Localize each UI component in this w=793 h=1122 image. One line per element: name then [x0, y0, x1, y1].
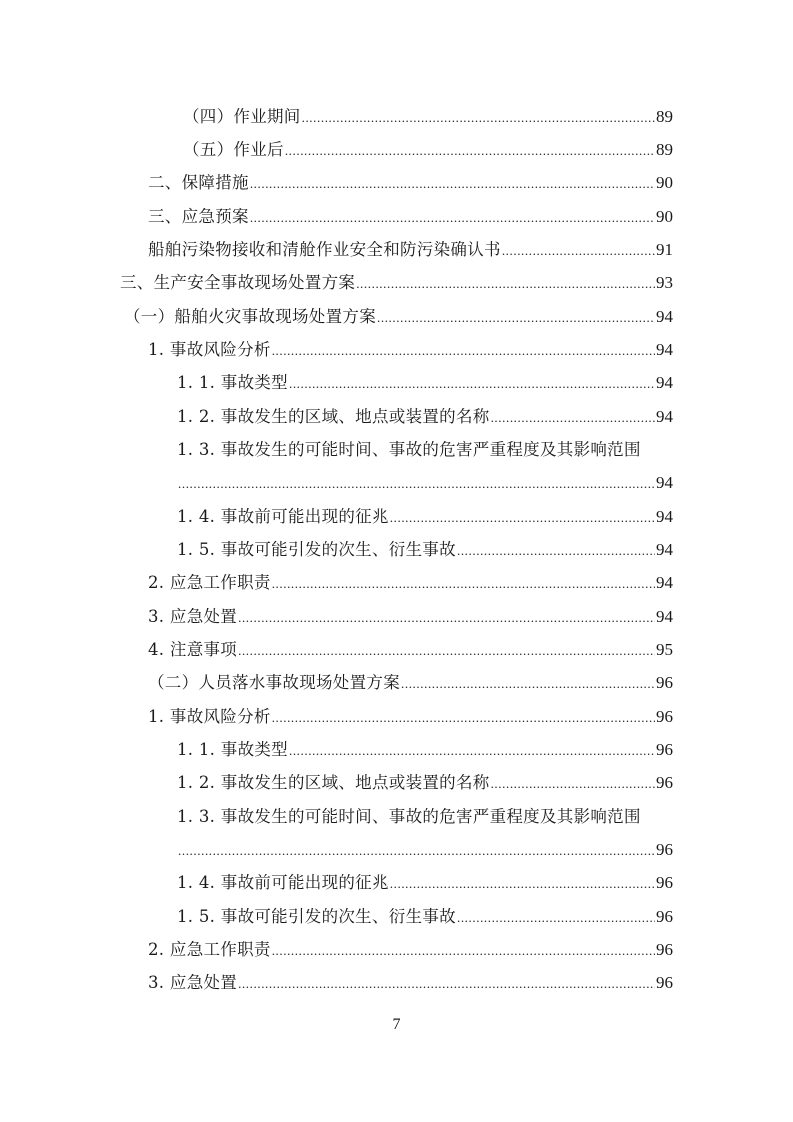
toc-entry-page-number: 94 [656, 407, 673, 426]
toc-entry[interactable] [177, 800, 641, 833]
toc-entry[interactable] [148, 633, 673, 666]
toc-entry-page-number: 89 [656, 107, 673, 126]
dot-leader [390, 867, 655, 900]
dot-leader [502, 234, 655, 267]
toc-entry-page-number: 94 [656, 507, 673, 526]
toc-entry-title: 3. 应急处置 [148, 973, 238, 992]
toc-entry-page-number: 94 [656, 573, 673, 592]
toc-entry-page-number: 90 [656, 173, 673, 192]
dot-leader [178, 467, 655, 500]
toc-entry-title: （一）船舶火灾事故现场处置方案 [124, 307, 376, 326]
toc-entry-title: 1. 事故风险分析 [148, 707, 271, 726]
toc-entry-title: 1. 5. 事故可能引发的次生、衍生事故 [177, 907, 456, 926]
toc-entry-title: 二、保障措施 [148, 173, 249, 192]
toc-entry[interactable] [148, 200, 673, 233]
toc-entry[interactable] [177, 533, 673, 566]
dot-leader [491, 767, 655, 800]
toc-entry-page-number: 89 [656, 140, 673, 159]
toc-entry[interactable] [177, 900, 673, 933]
dot-leader [250, 167, 655, 200]
toc-entry-page-number: 96 [656, 973, 673, 992]
toc-entry-page-number: 96 [656, 707, 673, 726]
toc-entry-title: 1. 3. 事故发生的可能时间、事故的危害严重程度及其影响范围 [177, 807, 641, 826]
toc-entry[interactable] [177, 733, 673, 766]
dot-leader [377, 301, 655, 334]
toc-entry-title: （四）作业期间 [183, 107, 301, 126]
toc-entry[interactable] [177, 433, 641, 466]
toc-entry-title: 4. 注意事项 [148, 640, 238, 659]
toc-entry-title: 2. 应急工作职责 [148, 940, 271, 959]
toc-entry-page-number: 94 [656, 540, 673, 559]
toc-entry-page-number: 94 [656, 373, 673, 392]
toc-entry-title: 1. 3. 事故发生的可能时间、事故的危害严重程度及其影响范围 [177, 440, 641, 459]
toc-entry-page-number: 95 [656, 640, 673, 659]
toc-entry[interactable] [177, 866, 673, 899]
toc-entry[interactable] [148, 600, 673, 633]
dot-leader [491, 401, 655, 434]
toc-entry-page-number: 94 [656, 607, 673, 626]
dot-leader [272, 934, 655, 967]
toc-entry-title: 1. 1. 事故类型 [177, 373, 288, 392]
dot-leader [250, 201, 655, 234]
toc-entry-title: 2. 应急工作职责 [148, 573, 271, 592]
toc-entry-title: 船舶污染物接收和清舱作业安全和防污染确认书 [148, 240, 501, 259]
toc-entry[interactable] [148, 233, 673, 266]
toc-entry[interactable] [177, 400, 673, 433]
dot-leader [272, 334, 655, 367]
toc-entry-title: 三、应急预案 [148, 207, 249, 226]
toc-entry[interactable] [120, 266, 673, 299]
dot-leader [302, 101, 655, 134]
toc-entry[interactable] [177, 500, 673, 533]
dot-leader [401, 667, 655, 700]
toc-entry-page-number: 90 [656, 207, 673, 226]
toc-entry[interactable] [148, 566, 673, 599]
toc-entry-title: （二）人员落水事故现场处置方案 [148, 673, 400, 692]
dot-leader [356, 267, 655, 300]
dot-leader [272, 701, 655, 734]
dot-leader [272, 567, 655, 600]
toc-entry-page-number: 94 [656, 307, 673, 326]
dot-leader [289, 367, 655, 400]
toc-entry[interactable] [148, 666, 673, 699]
toc-entry[interactable] [148, 333, 673, 366]
dot-leader [238, 601, 655, 634]
dot-leader [289, 734, 655, 767]
dot-leader [238, 967, 655, 1000]
toc-entry-title: 1. 1. 事故类型 [177, 740, 288, 759]
toc-entry[interactable] [177, 833, 673, 866]
toc-entry-page-number: 96 [656, 673, 673, 692]
toc-entry-page-number: 94 [656, 340, 673, 359]
toc-entry-page-number: 96 [656, 840, 673, 859]
dot-leader [285, 134, 655, 167]
toc-entry-page-number: 96 [656, 873, 673, 892]
toc-entry[interactable] [177, 366, 673, 399]
toc-entry[interactable] [177, 766, 673, 799]
dot-leader [178, 834, 655, 867]
toc-entry-title: 1. 5. 事故可能引发的次生、衍生事故 [177, 540, 456, 559]
toc-entry[interactable] [148, 166, 673, 199]
toc-entry[interactable] [148, 933, 673, 966]
toc-entry-title: 1. 2. 事故发生的区域、地点或装置的名称 [177, 773, 490, 792]
toc-entry[interactable] [124, 300, 673, 333]
toc-entry-page-number: 96 [656, 940, 673, 959]
toc-entry-page-number: 96 [656, 907, 673, 926]
toc-entry[interactable] [177, 466, 673, 499]
toc-entry-page-number: 91 [656, 240, 673, 259]
page-number: 7 [392, 1016, 401, 1033]
toc-entry-title: 三、生产安全事故现场处置方案 [120, 273, 356, 292]
toc-entry-title: 1. 2. 事故发生的区域、地点或装置的名称 [177, 407, 490, 426]
toc-entry[interactable] [148, 700, 673, 733]
toc-entry-title: 1. 4. 事故前可能出现的征兆 [177, 873, 389, 892]
dot-leader [457, 901, 655, 934]
toc-entry-page-number: 93 [656, 273, 673, 292]
toc-entry[interactable] [148, 966, 673, 999]
toc-entry-title: 3. 应急处置 [148, 607, 238, 626]
toc-entry-page-number: 96 [656, 740, 673, 759]
toc-entry-title: 1. 4. 事故前可能出现的征兆 [177, 507, 389, 526]
toc-entry-page-number: 94 [656, 473, 673, 492]
toc-entry[interactable] [183, 133, 673, 166]
toc-entry-page-number: 96 [656, 773, 673, 792]
toc-entry[interactable] [183, 100, 673, 133]
toc-entry-title: （五）作业后 [183, 140, 284, 159]
dot-leader [390, 501, 655, 534]
toc-entry-title: 1. 事故风险分析 [148, 340, 271, 359]
dot-leader [457, 534, 655, 567]
dot-leader [238, 634, 655, 667]
